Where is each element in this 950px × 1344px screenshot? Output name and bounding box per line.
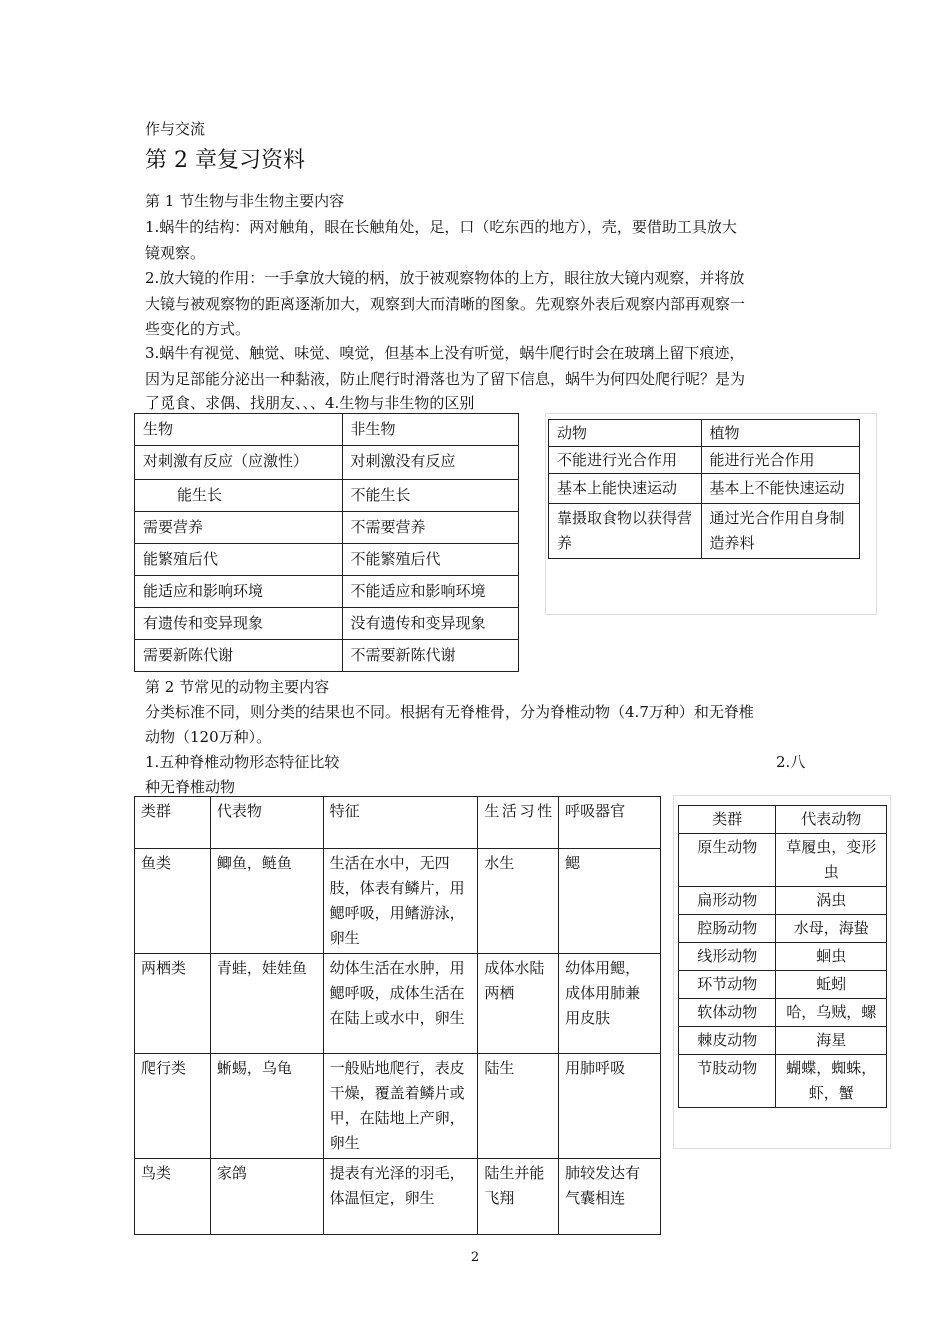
table-cell: 用肺呼吸 bbox=[559, 1054, 661, 1159]
table-row bbox=[679, 834, 887, 887]
table-cell: 特征 bbox=[323, 797, 478, 849]
table-row bbox=[135, 480, 519, 512]
table-cell: 能生长 bbox=[135, 480, 343, 512]
para5-left: 1.五种脊椎动物形态特征比较 bbox=[145, 753, 340, 771]
para2-line1: 2.放大镜的作用：一手拿放大镜的柄，放于被观察物体的上方，眼往放大镜内观察，并将放 bbox=[145, 269, 745, 287]
table-row bbox=[679, 943, 887, 971]
para2-line2: 大镜与被观察物的距离逐渐加大，观察到大而清晰的图象。先观察外表后观察内部再观察一 bbox=[145, 295, 746, 313]
table-row bbox=[679, 887, 887, 915]
table-row bbox=[549, 420, 860, 447]
table-row bbox=[135, 1159, 661, 1235]
table-cell: 动物 bbox=[549, 420, 702, 447]
page-number: 2 bbox=[470, 1250, 480, 1265]
table-cell: 不能进行光合作用 bbox=[549, 447, 702, 474]
table-cell: 呼吸器官 bbox=[559, 797, 661, 849]
table-cell: 涡虫 bbox=[776, 887, 887, 915]
table-cell: 腔肠动物 bbox=[679, 915, 776, 943]
table-cell: 爬行类 bbox=[135, 1054, 211, 1159]
table-cell: 蜥蜴，乌龟 bbox=[210, 1054, 323, 1159]
table-cell: 肺较发达有气囊相连 bbox=[559, 1159, 661, 1235]
top-label: 作与交流 bbox=[145, 120, 206, 138]
table-cell: 蛔虫 bbox=[776, 943, 887, 971]
table-cell: 不能繁殖后代 bbox=[342, 544, 519, 576]
para3-line2: 因为足部能分泌出一种黏液，防止爬行时滑落也为了留下信息，蜗牛为何四处爬行呢？是为 bbox=[145, 370, 746, 388]
table-cell: 植物 bbox=[701, 420, 860, 447]
para5-right: 2.八 bbox=[776, 753, 806, 771]
para3-line1: 3.蜗牛有视觉、触觉、味觉、嗅觉，但基本上没有听觉，蜗牛爬行时会在玻璃上留下痕迹， bbox=[145, 344, 745, 362]
table-row bbox=[135, 797, 661, 849]
table-cell: 两栖类 bbox=[135, 954, 211, 1054]
table-cell: 靠摄取食物以获得营养 bbox=[549, 504, 702, 559]
table-cell: 生活在水中，无四肢，体表有鳞片，用鳃呼吸，用鳍游泳，卵生 bbox=[323, 849, 478, 954]
table-cell: 类群 bbox=[679, 806, 776, 834]
table-cell: 陆生并能飞翔 bbox=[478, 1159, 559, 1235]
table-cell: 对刺激没有反应 bbox=[342, 446, 519, 480]
table-row bbox=[679, 999, 887, 1027]
table-cell: 陆生 bbox=[478, 1054, 559, 1159]
table-cell: 基本上不能快速运动 bbox=[701, 474, 860, 504]
table-cell: 鱼类 bbox=[135, 849, 211, 954]
table-row bbox=[679, 1027, 887, 1055]
table-cell: 幼体生活在水肿，用鳃呼吸，成体生活在在陆上或水中，卵生 bbox=[323, 954, 478, 1054]
table-cell: 蝴蝶，蜘蛛，虾，蟹 bbox=[776, 1055, 887, 1108]
table-cell: 扁形动物 bbox=[679, 887, 776, 915]
table-cell: 线形动物 bbox=[679, 943, 776, 971]
table-cell: 水母，海蛰 bbox=[776, 915, 887, 943]
table-cell: 不需要新陈代谢 bbox=[342, 640, 519, 672]
table-cell: 不能适应和影响环境 bbox=[342, 576, 519, 608]
animal-plant-table bbox=[548, 419, 860, 559]
table-cell: 蚯蚓 bbox=[776, 971, 887, 999]
table-cell: 没有遗传和变异现象 bbox=[342, 608, 519, 640]
table-cell: 节肢动物 bbox=[679, 1055, 776, 1108]
table-cell: 代表动物 bbox=[776, 806, 887, 834]
table-cell: 提表有光泽的羽毛，体温恒定，卵生 bbox=[323, 1159, 478, 1235]
para4-line2: 动物（120万种）。 bbox=[145, 728, 272, 746]
table-row bbox=[135, 576, 519, 608]
table-row bbox=[549, 474, 860, 504]
table-cell: 代表物 bbox=[210, 797, 323, 849]
table-row bbox=[679, 1055, 887, 1108]
section2-title: 第 2 节常见的动物主要内容 bbox=[145, 678, 330, 696]
table-cell: 对刺激有反应（应激性） bbox=[135, 446, 343, 480]
table-cell: 草履虫，变形虫 bbox=[776, 834, 887, 887]
table-cell: 生活习性 bbox=[478, 797, 559, 849]
table-cell: 棘皮动物 bbox=[679, 1027, 776, 1055]
table-cell: 环节动物 bbox=[679, 971, 776, 999]
table-row bbox=[135, 954, 661, 1054]
table-row bbox=[135, 849, 661, 954]
table-cell: 海星 bbox=[776, 1027, 887, 1055]
table-cell: 需要新陈代谢 bbox=[135, 640, 343, 672]
table-cell: 基本上能快速运动 bbox=[549, 474, 702, 504]
table-row bbox=[135, 446, 519, 480]
table-cell: 家鸽 bbox=[210, 1159, 323, 1235]
table-row bbox=[135, 1054, 661, 1159]
table-row bbox=[135, 608, 519, 640]
table-cell: 能进行光合作用 bbox=[701, 447, 860, 474]
table-cell: 幼体用鳃，成体用肺兼用皮肤 bbox=[559, 954, 661, 1054]
table-cell: 不能生长 bbox=[342, 480, 519, 512]
para5-line2: 种无脊椎动物 bbox=[145, 778, 236, 796]
table-cell: 能繁殖后代 bbox=[135, 544, 343, 576]
para1-line2: 镜观察。 bbox=[145, 244, 206, 262]
para4-line1: 分类标准不同，则分类的结果也不同。根据有无脊椎骨，分为脊椎动物（4.7万种）和无脊椎 bbox=[145, 703, 754, 721]
table-row bbox=[679, 915, 887, 943]
table-cell: 不需要营养 bbox=[342, 512, 519, 544]
table-cell: 鲫鱼，鲢鱼 bbox=[210, 849, 323, 954]
table-cell: 能适应和影响环境 bbox=[135, 576, 343, 608]
para3-line3: 了觅食、求偶、找朋友、、、4.生物与非生物的区别 bbox=[145, 394, 475, 412]
table-row bbox=[549, 504, 860, 559]
table-cell: 类群 bbox=[135, 797, 211, 849]
table-row bbox=[549, 447, 860, 474]
table-cell: 软体动物 bbox=[679, 999, 776, 1027]
table-cell: 鸟类 bbox=[135, 1159, 211, 1235]
table-cell: 成体水陆两栖 bbox=[478, 954, 559, 1054]
table-cell: 水生 bbox=[478, 849, 559, 954]
para2-line3: 些变化的方式。 bbox=[145, 320, 251, 338]
invertebrates-table bbox=[678, 805, 887, 1108]
table-cell: 一般贴地爬行，表皮干燥，覆盖着鳞片或甲，在陆地上产卵，卵生 bbox=[323, 1054, 478, 1159]
table-cell: 青蛙，娃娃鱼 bbox=[210, 954, 323, 1054]
table-cell: 有遗传和变异现象 bbox=[135, 608, 343, 640]
table-row bbox=[135, 414, 519, 446]
living-nonliving-table bbox=[134, 413, 519, 672]
table-row bbox=[679, 971, 887, 999]
table-cell: 鳃 bbox=[559, 849, 661, 954]
table-row bbox=[135, 512, 519, 544]
table-cell: 哈，乌贼，螺 bbox=[776, 999, 887, 1027]
table-row bbox=[679, 806, 887, 834]
table-cell: 需要营养 bbox=[135, 512, 343, 544]
para1-line1: 1.蜗牛的结构：两对触角，眼在长触角处，足，口（吃东西的地方），壳，要借助工具放大 bbox=[145, 218, 737, 236]
table-row bbox=[135, 544, 519, 576]
table-cell: 原生动物 bbox=[679, 834, 776, 887]
vertebrates-table bbox=[134, 796, 661, 1235]
table-row bbox=[135, 640, 519, 672]
chapter-title: 第 2 章复习资料 bbox=[145, 148, 305, 173]
table-cell: 通过光合作用自身制造养料 bbox=[701, 504, 860, 559]
table-cell: 非生物 bbox=[342, 414, 519, 446]
table-cell: 生物 bbox=[135, 414, 343, 446]
section1-title: 第 1 节生物与非生物主要内容 bbox=[145, 192, 345, 210]
